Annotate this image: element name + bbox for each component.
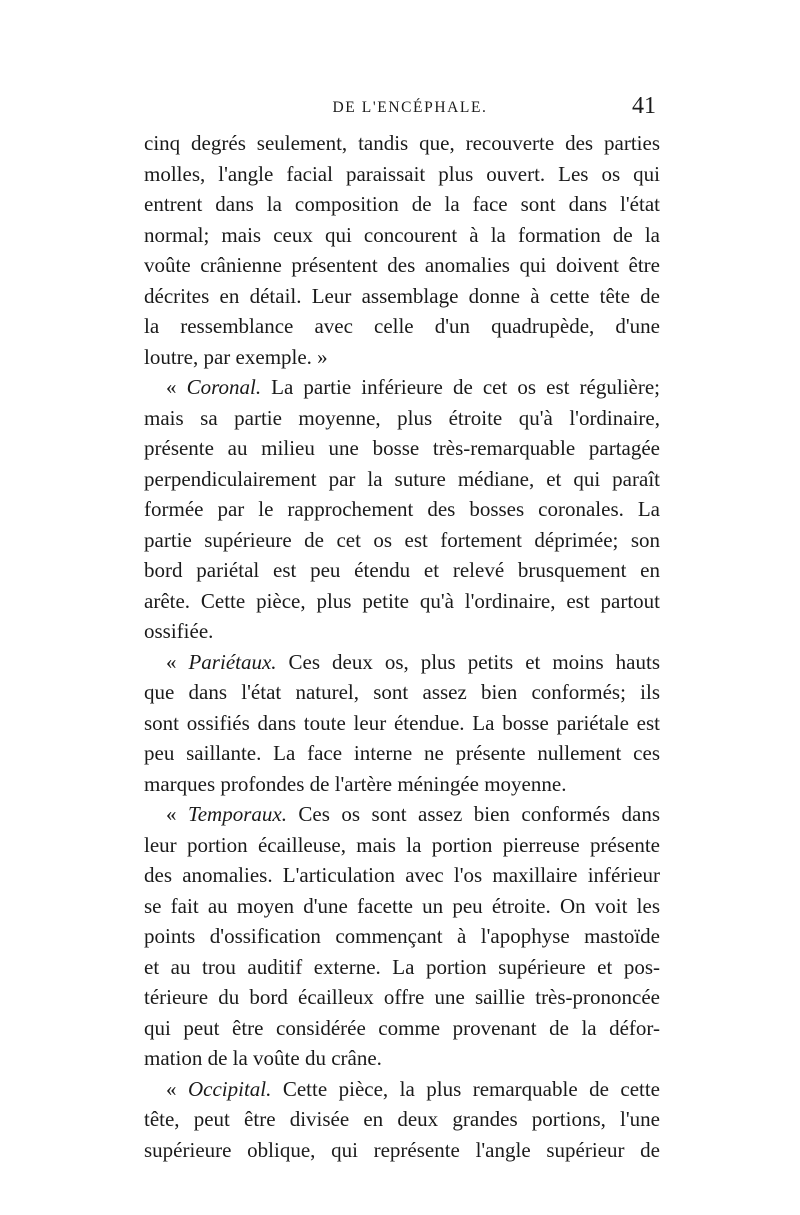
text-line: sont ossifiés dans toute leur étendue. La bosse pariétale est [144,710,660,735]
text-line: mais sa partie moyenne, plus étroite qu'à l'ordinaire, [144,405,660,430]
line-text: Cette pièce, la plus remarquable de cette [271,1076,661,1101]
quote-mark: « [166,802,188,826]
text-line: et au trou auditif externe. La portion supérieure et pos- [144,954,660,979]
line-text: Ces deux os, plus petits et moins hauts [276,649,660,674]
text-line: points d'ossification commençant à l'apophyse mastoïde [144,924,660,948]
quote-mark: « [166,375,187,399]
text-line: leur portion écailleuse, mais la portion pierreuse présente [144,832,660,857]
text-line: tête, peut être divisée en deux grandes portions, l'une [144,1107,660,1131]
text-line: voûte crânienne présentent des anomalies qui doivent être [144,253,660,277]
text-line: entrent dans la composition de la face sont dans l'état [144,192,660,216]
text-line: peu saillante. La face interne ne présente nullement ces [144,741,660,765]
text-line: normal; mais ceux qui concourent à la formation de la [144,222,660,247]
text-line: loutre, par exemple. » [144,344,328,369]
text-line [144,647,660,678]
section-heading: Pariétaux. [188,649,277,674]
text-line: térieure du bord écailleux offre une saillie très-prononcée [144,985,660,1009]
text-line: des anomalies. L'articulation avec l'os maxillaire inférieur [144,863,660,887]
line-text: Ces os sont assez bien conformés dans [286,802,660,826]
text-line [144,799,660,830]
text-line: la ressemblance avec celle d'un quadrupède, d'une [144,314,660,338]
text-line: ossifiée. [144,619,214,643]
body-text [144,128,660,1165]
running-head [144,95,660,125]
text-line: décrites en détail. Leur assemblage donne à cette tête de [144,283,660,308]
page-number: 41 [632,93,656,119]
text-line [144,372,660,403]
text-line: formée par le rapprochement des bosses coronales. La [144,497,660,521]
text-line: molles, l'angle facial paraissait plus ouvert. Les os qui [144,161,660,186]
text-line: perpendiculairement par la suture médiane, et qui paraît [144,466,660,491]
line-text: La partie inférieure de cet os est régulière; [261,375,660,399]
text-line: supérieure oblique, qui représente l'angle supérieur de [144,1137,660,1162]
text-line: se fait au moyen d'une facette un peu étroite. On voit les [144,893,660,918]
text-line: présente au milieu une bosse très-remarquable partagée [144,436,660,460]
text-line [144,1074,660,1105]
text-line: que dans l'état naturel, sont assez bien conformés; ils [144,680,660,704]
text-line: mation de la voûte du crâne. [144,1046,382,1070]
section-heading: Coronal. [186,375,262,399]
quote-mark: « [166,1076,188,1101]
text-line: arête. Cette pièce, plus petite qu'à l'ordinaire, est partout [144,588,660,613]
text-line: marques profondes de l'artère méningée moyenne. [144,771,567,796]
section-heading: Occipital. [187,1076,272,1101]
section-heading: Temporaux. [187,802,287,826]
running-title: DE L'ENCÉPHALE. [332,99,488,116]
text-line: bord pariétal est peu étendu et relevé brusquement en [144,558,660,582]
text-line: partie supérieure de cet os est fortement déprimée; son [144,527,660,552]
text-line: cinq degrés seulement, tandis que, recouverte des parties [144,131,660,155]
text-line: qui peut être considérée comme provenant de la défor- [144,1015,660,1040]
quote-mark: « [166,649,189,674]
